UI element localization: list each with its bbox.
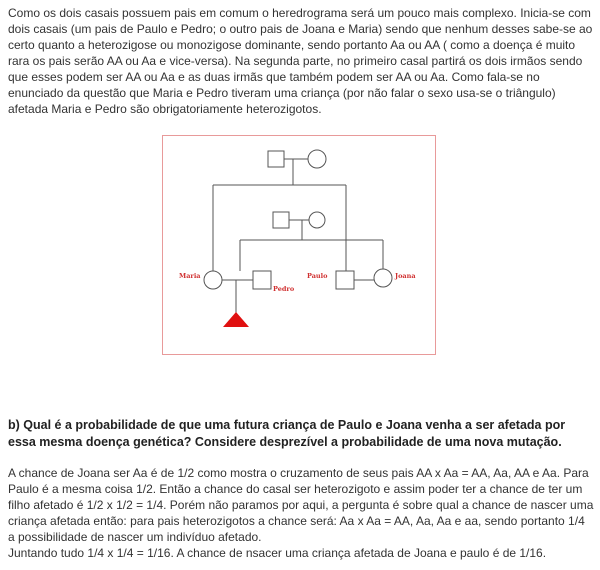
maria-circle [204,271,222,289]
answer-conclusion: Juntando tudo 1/4 x 1/4 = 1/16. A chance de nsacer uma criança afetada de Joana e paulo é de 1/16. [8,546,547,560]
intro-paragraph: Como os dois casais possuem pais em comum o heredrograma será um pouco mais complexo. Inicia-se com dois casais (um pais de Paulo e Pedro; o outro pais de Joana e Maria) sendo que nenhum desses sabe-se ao certo quanto a heterozigose ou monozigose dominante, sendo portanto Aa ou AA ( como a doença é muito rara os pais serão AA ou Aa e vice-versa). Na segunda parte, no primeiro casal partirá os dois irmãos sendo que esses podem ser AA ou Aa e as duas irmãs que também podem ser AA ou Aa. Como fala-se no enunciado da questão que Maria e Pedro tiveram uma criança (por não falar o sexo usa-se o triângulo) afetada Maria e Pedro são obrigatoriamente heterozigotos. [8,6,593,116]
joana-circle [374,269,392,287]
label-joana: Joana [395,272,416,280]
pedigree-frame [163,136,436,355]
grandmother-2-circle [309,212,325,228]
grandfather-2-square [273,212,289,228]
grandfather-1-square [268,151,284,167]
pedigree-diagram [162,135,436,355]
grandmother-1-circle [308,150,326,168]
label-maria: Maria [179,272,201,280]
paulo-square [336,271,354,289]
label-paulo: Paulo [307,272,328,280]
answer-section [8,465,594,561]
pedro-square [253,271,271,289]
answer-paragraph: A chance de Joana ser Aa é de 1/2 como mostra o cruzamento de seus pais AA x Aa = AA, Aa, AA e Aa. Para Paulo é a mesma coisa 1/2. Então a chance do casal ser heterozigoto e assim poder ter a chance de ter um filho afetado é 1/2 x 1/2 = 1/4. Porém não paramos por aqui, a pergunta é sobre qual a chance de nascer uma criança afetada então: para pais heterozigotos a chance será: Aa x Aa = AA, Aa, Aa e aa, sendo portanto 1/4 a possibilidade de nascer um indivíduo afetado. [8,466,594,544]
label-pedro: Pedro [273,285,295,293]
question-heading: b) Qual é a probabilidade de que uma futura criança de Paulo e Joana venha a ser afetada por essa mesma doença genética? Considere desprezível a probabilidade de uma nova mutação. [8,418,566,449]
